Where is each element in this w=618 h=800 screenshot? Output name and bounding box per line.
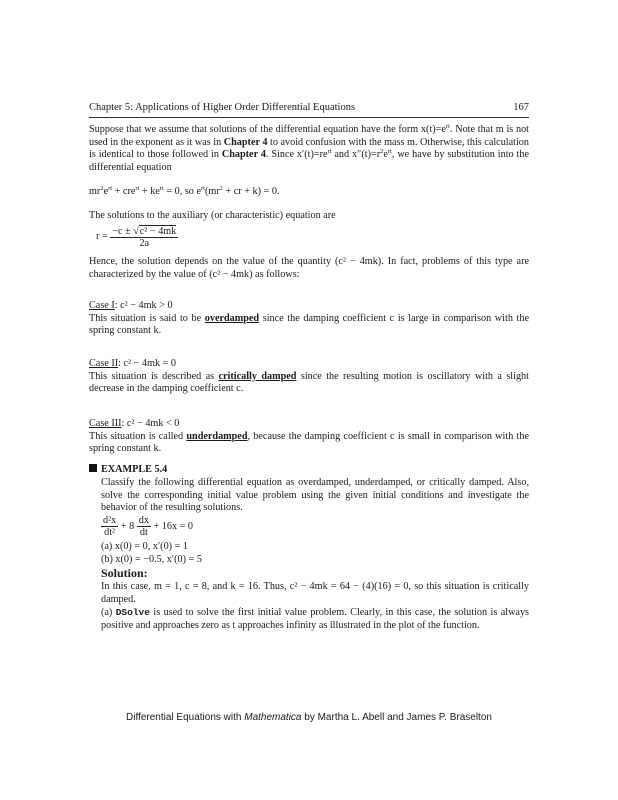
header-rule — [89, 117, 529, 118]
example-equation: $\frac{\text{d²x}}{\text{dt²}}$ + 8 $\frac{dx}{dt}$ + 16x = 0 — [103, 515, 193, 538]
quadratic-formula: r = $\frac{\text{−c ± √c² − 4mk}}{2a}$ — [96, 226, 177, 249]
example-heading: EXAMPLE 5.4 — [89, 464, 529, 477]
solution-heading: Solution: — [101, 566, 148, 580]
square-bullet-icon — [89, 464, 97, 472]
page-footer: Differential Equations with Mathematica by Martha L. Abell and James P. Braselton — [126, 712, 492, 723]
term-underdamped: underdamped — [186, 430, 248, 442]
case-3: Case III: c² − 4mk < 0 This situation is called underdamped, because the damping coefficient c is small in comparison with the spring constant k. — [89, 418, 529, 455]
auxiliary-intro: The solutions to the auxiliary (or characteristic) equation are — [89, 210, 336, 221]
case-1: Case I: c² − 4mk > 0 This situation is said to be overdamped since the damping coefficient c is large in comparison with the spring constant k. — [89, 300, 529, 337]
running-header — [89, 102, 529, 115]
chapter-title: Chapter 5: Applications of Higher Order Differential Equations — [89, 102, 356, 113]
substitution-equation: $mr^2e^{rt} + cre^{rt} + ke^{rt} = 0$, so $e^{rt}(mr^2$ + cr + k) = 0. — [89, 185, 280, 197]
term-critically-damped: critically damped — [218, 370, 297, 382]
intro-paragraph: Suppose that we assume that solutions of the differential equation have the form $x(t)=e^{rt}$. Note that m is not used in the exponent as it was in Chapter 4 to avoid confusion with the mass m. Otherwise, this calculation is identical to those followed in Chapter 4. Since $x'(t)=re^{rt}$ and $x''(t)=r^2e^{rt}$, we have by substitution into the differential equation — [89, 123, 529, 173]
initial-conditions: (a) x(0) = 0, x′(0) = 1 (b) x(0) = −0.5, x′(0) = 5 — [101, 541, 202, 565]
solution-paragraph-1: In this case, m = 1, c = 8, and k = 16. Thus, c² − 4mk = 64 − (4)(16) = 0, so this situation is critically damped. — [101, 581, 529, 605]
example-text: Classify the following differential equation as overdamped, underdamped, or critically damped. Also, solve the corresponding initial value problem using the given initial conditions and investigate the behavior of the resulting solutions. — [101, 477, 529, 514]
page-number: 167 — [513, 102, 529, 113]
term-overdamped: overdamped — [204, 312, 260, 324]
solution-paragraph-2: (a) DSolve is used to solve the first initial value problem. Clearly, in this case, the solution is always positive and approaches zero as t approaches infinity as illustrated in the plot of the function. — [101, 607, 530, 631]
quantity-paragraph: Hence, the solution depends on the value of the quantity (c² − 4mk). In fact, problems of this type are characterized by the value of (c² − 4mk) as follows: — [89, 256, 529, 280]
case-2: Case II: c² − 4mk = 0 This situation is described as critically damped since the resulting motion is oscillatory with a slight decrease in the damping coefficient c. — [89, 358, 529, 395]
